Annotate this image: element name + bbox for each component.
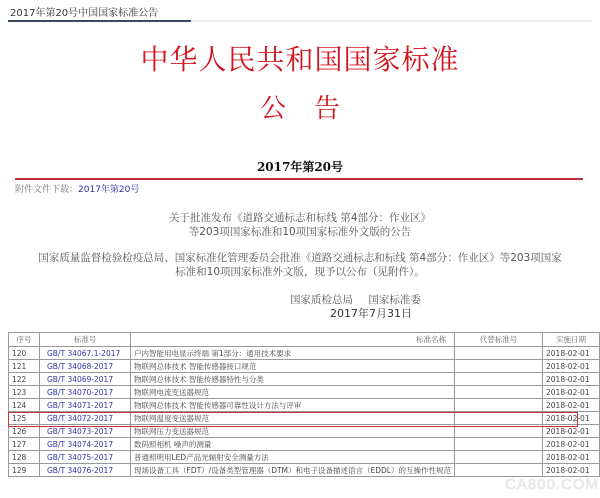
row-no: 129 [9, 464, 40, 477]
row-code-link[interactable]: GB/T 34068-2017 [40, 360, 131, 373]
row-date: 2018-02-01 [543, 360, 600, 373]
row-code-link[interactable]: GB/T 34070-2017 [40, 386, 131, 399]
attachment-label: 附件文件下载： [15, 185, 79, 195]
row-replaces [455, 347, 543, 360]
row-no: 123 [9, 386, 40, 399]
watermark: CA800.COM [505, 476, 600, 493]
row-code-link[interactable]: GB/T 34072-2017 [40, 412, 131, 425]
row-no: 122 [9, 373, 40, 386]
row-code-link[interactable]: GB/T 34071-2017 [40, 399, 131, 412]
row-date: 2018-02-01 [543, 438, 600, 451]
notice-title-line: 等203项国家标准和10项国家标准外文版的公告 [188, 226, 412, 238]
row-name: 户内智能用电显示终端 第1部分：通用技术要求 [131, 347, 455, 360]
page-header-title: 2017年第20号中国国家标准公告 [10, 8, 159, 19]
row-date: 2018-02-01 [543, 425, 600, 438]
table-row [9, 360, 600, 373]
row-name: 普通照明用LED产品光辐射安全测量方法 [131, 451, 455, 464]
table-row [9, 373, 600, 386]
row-date: 2018-02-01 [543, 399, 600, 412]
row-no: 121 [9, 360, 40, 373]
row-date: 2018-02-01 [543, 412, 600, 425]
sub-title: 公告 [259, 94, 368, 124]
notice-body [30, 251, 570, 279]
table-row [9, 386, 600, 399]
row-no: 124 [9, 399, 40, 412]
row-name: 物联网总体技术 智能传感器特性与分类 [131, 373, 455, 386]
row-code-link[interactable]: GB/T 34073-2017 [40, 425, 131, 438]
header-code: 标准号 [40, 333, 131, 347]
row-code-link[interactable]: GB/T 34074-2017 [40, 438, 131, 451]
row-no: 128 [9, 451, 40, 464]
row-name: 物联网电流变送器规范 [131, 386, 455, 399]
row-code-link[interactable]: GB/T 34069-2017 [40, 373, 131, 386]
issue-number: 2017年第20号 [256, 160, 344, 174]
table-row [9, 464, 600, 477]
header-name: 标准名称 [131, 333, 455, 347]
main-title: 中华人民共和国国家标准 [140, 43, 460, 76]
row-replaces [455, 412, 543, 425]
red-divider [15, 178, 583, 180]
row-name: 物联网总体技术 智能传感器接口规范 [131, 360, 455, 373]
row-no: 127 [9, 438, 40, 451]
row-replaces [455, 373, 543, 386]
attachment-download [15, 182, 139, 195]
table-row [9, 399, 600, 412]
table-row [9, 438, 600, 451]
row-replaces [455, 360, 543, 373]
notice-title [0, 211, 600, 239]
row-replaces [455, 425, 543, 438]
row-replaces [455, 464, 543, 477]
signatories: 国家质检总局 国家标准委 [290, 294, 421, 306]
row-no: 120 [9, 347, 40, 360]
row-no: 125 [9, 412, 40, 425]
table-row [9, 347, 600, 360]
notice-body-line: 国家质量监督检验检疫总局、国家标准化管理委员会批准《道路交通标志和标线 第4部分：作业区》等203项国家 [38, 252, 562, 264]
row-replaces [455, 438, 543, 451]
table-row [9, 451, 600, 464]
row-date: 2018-02-01 [543, 451, 600, 464]
header-date: 实施日期 [543, 333, 600, 347]
row-date: 2018-02-01 [543, 347, 600, 360]
row-name: 数码照相机 噪声的测量 [131, 438, 455, 451]
announcement-date: 2017年7月31日 [330, 307, 412, 320]
row-name: 物联网温度变送器规范 [131, 412, 455, 425]
row-date: 2018-02-01 [543, 464, 600, 477]
attachment-link[interactable]: 2017年第20号 [78, 185, 140, 195]
header-replaces: 代替标准号 [455, 333, 543, 347]
row-name: 现场设备工具（FDT）/设备类型管理器（DTM）和电子设备描述语言（EDDL）的互操作性规范 [131, 464, 455, 477]
row-replaces [455, 386, 543, 399]
table-header-row [9, 333, 600, 347]
row-code-link[interactable]: GB/T 34075-2017 [40, 451, 131, 464]
row-date: 2018-02-01 [543, 373, 600, 386]
standards-table [8, 332, 600, 477]
notice-title-line: 关于批准发布《道路交通标志和标线 第4部分：作业区》 [168, 212, 432, 224]
notice-body-line: 标准和10项国家标准外文版，现予以公布（见附件）。 [175, 266, 425, 278]
table-row [9, 425, 600, 438]
row-code-link[interactable]: GB/T 34076-2017 [40, 464, 131, 477]
row-no: 126 [9, 425, 40, 438]
row-replaces [455, 451, 543, 464]
row-name: 物联网压力变送器规范 [131, 425, 455, 438]
row-replaces [455, 399, 543, 412]
header-active-bar [8, 20, 191, 22]
row-code-link[interactable]: GB/T 34067.1-2017 [40, 347, 131, 360]
table-row [9, 412, 600, 425]
header-no: 序号 [9, 333, 40, 347]
row-date: 2018-02-01 [543, 386, 600, 399]
row-name: 物联网总体技术 智能传感器可靠性设计方法与评审 [131, 399, 455, 412]
